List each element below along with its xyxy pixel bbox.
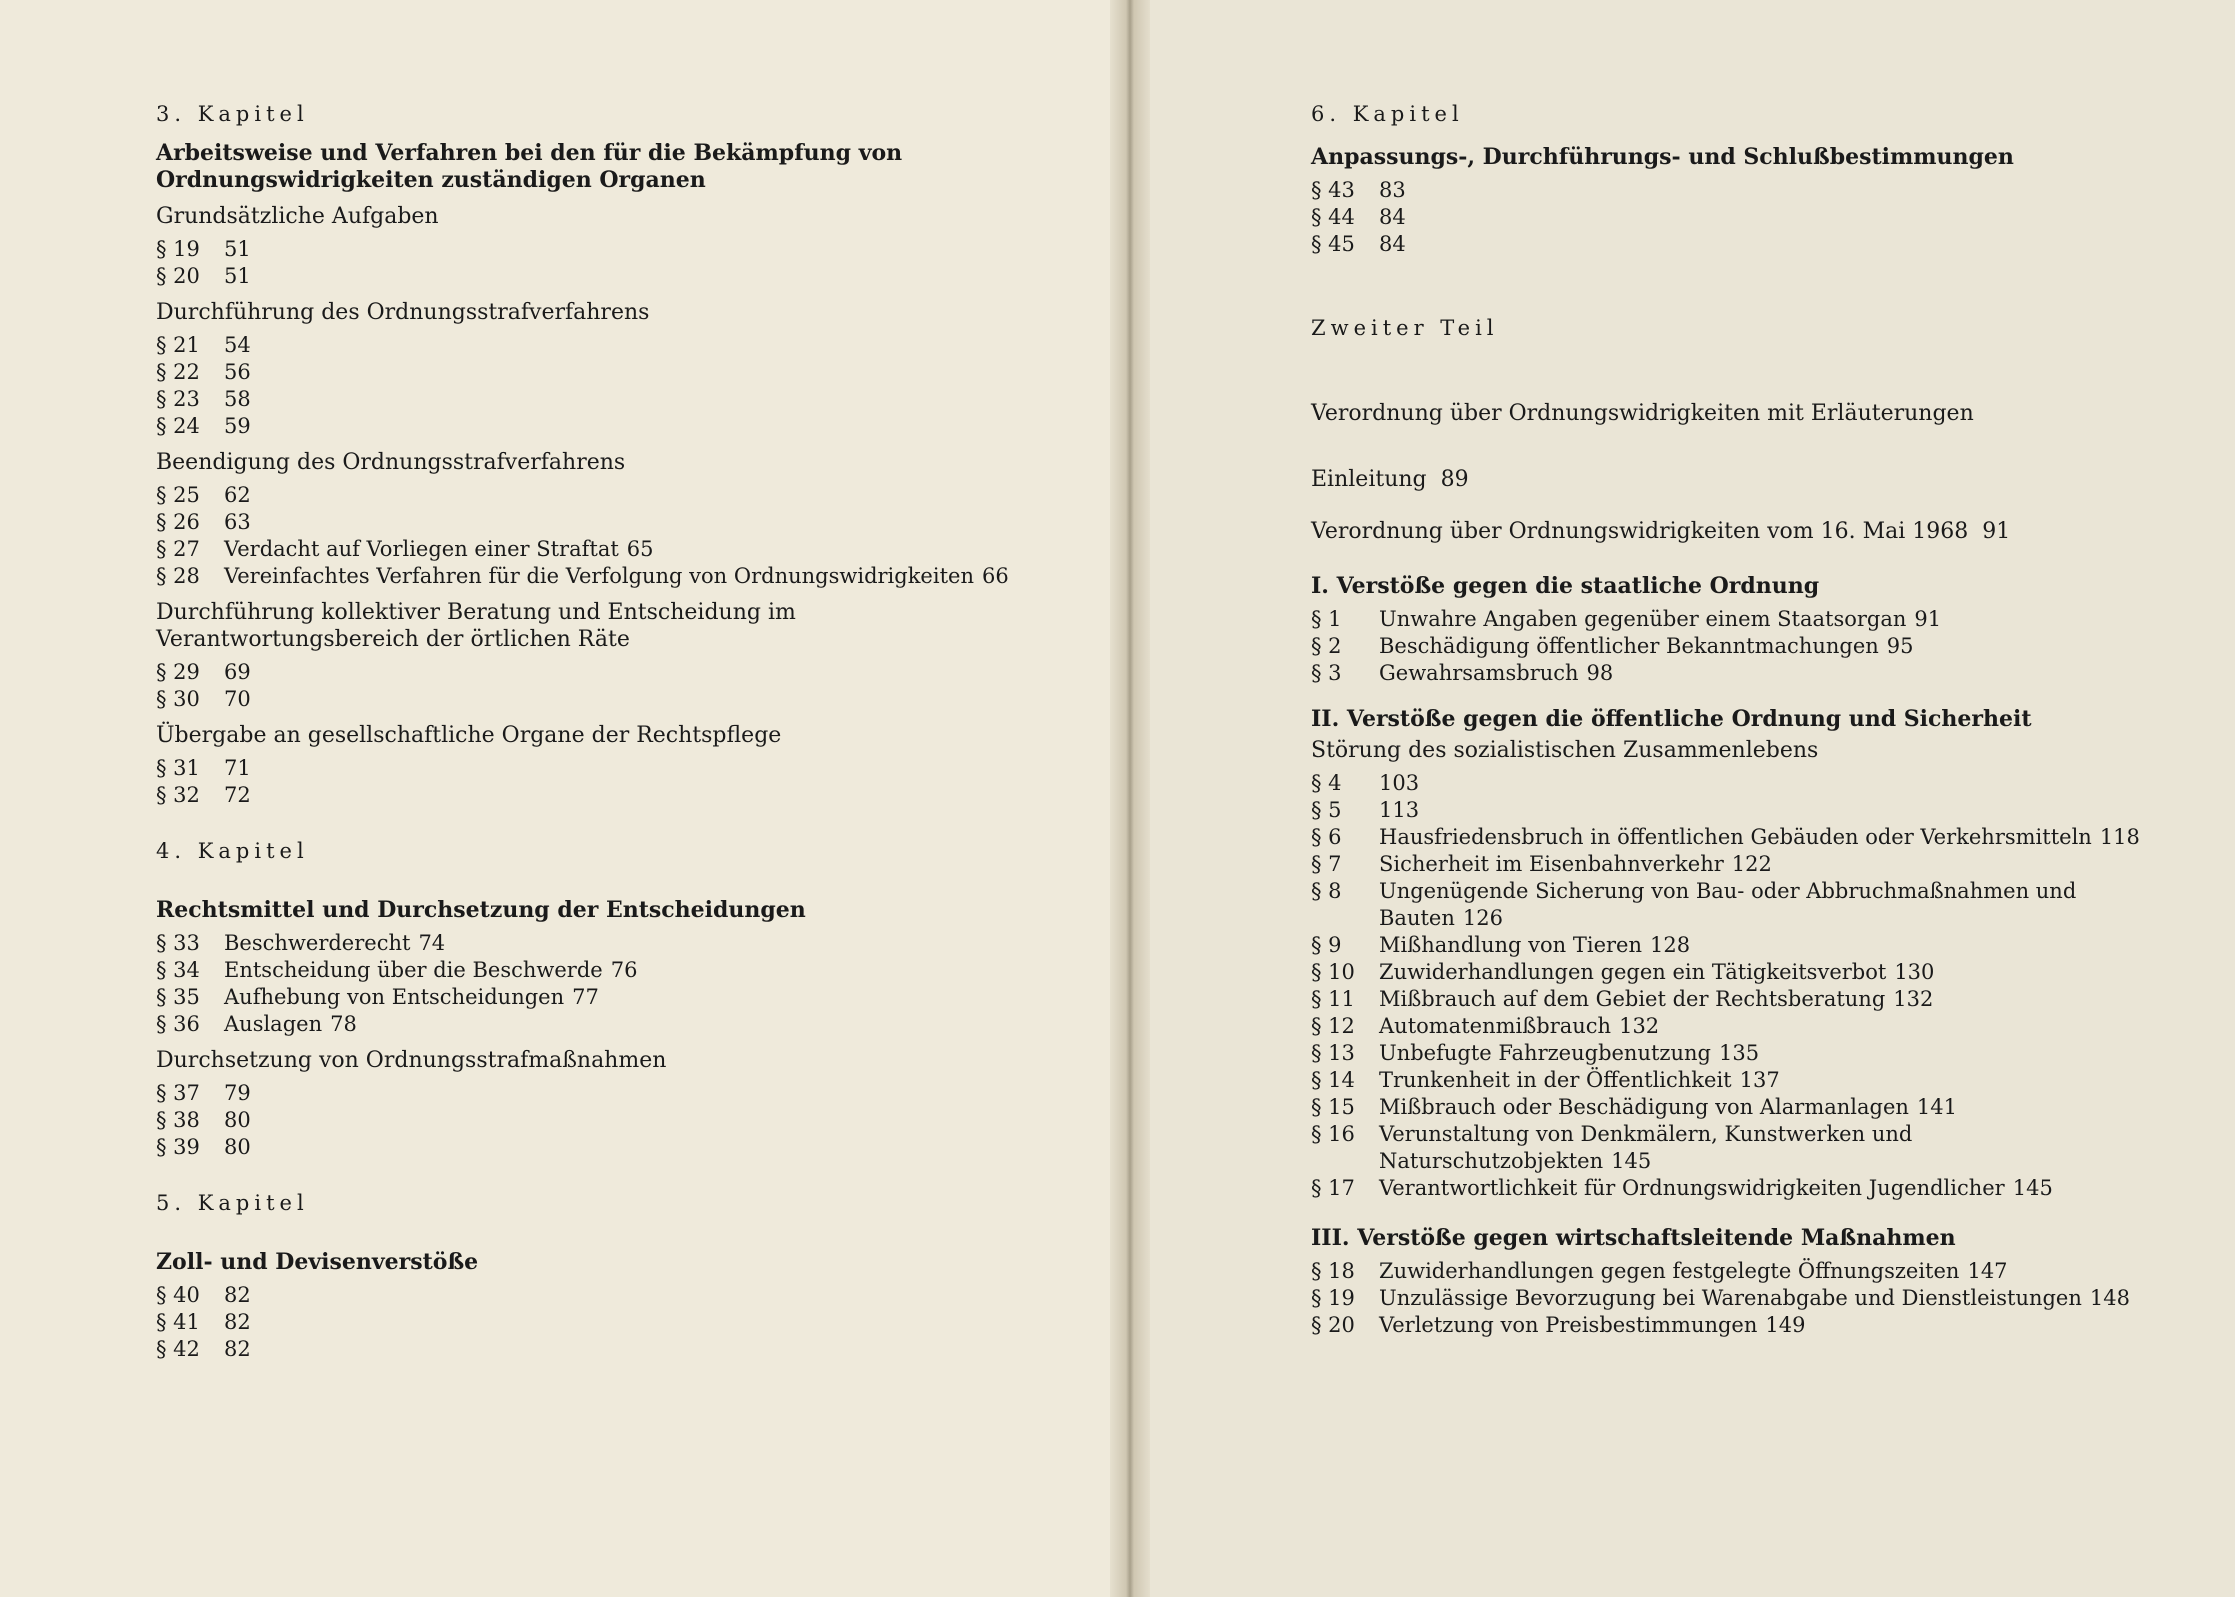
entry-title: Verantwortlichkeit für Ordnungswidrigkeiten Jugendlicher	[1379, 1176, 2005, 1200]
entry-title: Verletzung von Preisbestimmungen	[1379, 1313, 1758, 1337]
toc-entry	[156, 930, 1056, 957]
entry-text	[224, 263, 1056, 290]
entry-text	[1379, 204, 2191, 231]
toc-entry	[156, 1336, 1056, 1363]
page-number: 62	[224, 483, 251, 507]
entry-title: Mißhandlung von Tieren	[1379, 933, 1642, 957]
section-number: § 8	[1311, 879, 1342, 903]
einleitung-text: Einleitung	[1311, 467, 1427, 492]
section-number: § 27	[156, 537, 200, 561]
toc-entry	[156, 1011, 1056, 1038]
entry-text	[1379, 1258, 2191, 1285]
section-number: § 5	[1311, 798, 1342, 822]
book-gutter	[1110, 0, 1150, 1597]
entry-text	[224, 1336, 1056, 1363]
section-3-entries	[1311, 1258, 2191, 1339]
entry-text	[224, 930, 1056, 957]
entry-text	[1379, 633, 2191, 660]
chapter-5-title: Zoll- und Devisenverstöße	[156, 1249, 479, 1275]
section-number: § 37	[156, 1081, 200, 1105]
entry-text	[224, 755, 1056, 782]
entry-text	[1379, 1121, 2191, 1175]
entry-text	[1379, 797, 2191, 824]
entry-text	[224, 332, 1056, 359]
right-toc-column	[1311, 98, 2191, 1339]
toc-entry	[1311, 1013, 2191, 1040]
page-number: 77	[572, 985, 599, 1009]
section-number: § 15	[1311, 1095, 1355, 1119]
page-number: 132	[1619, 1014, 1660, 1038]
page-number: 137	[1739, 1068, 1780, 1092]
toc-entry	[156, 359, 1056, 386]
toc-entry	[1311, 986, 2191, 1013]
toc-entry	[1311, 204, 2191, 231]
section-number: § 13	[1311, 1041, 1355, 1065]
chapter-6-entries	[1311, 177, 2191, 258]
page-number: 135	[1718, 1041, 1760, 1065]
section-number: § 10	[1311, 960, 1355, 984]
section-number: § 40	[156, 1283, 200, 1307]
section-number: § 4	[1311, 771, 1342, 795]
toc-entry	[156, 957, 1056, 984]
section-2-title: II. Verstöße gegen die öffentliche Ordnung und Sicherheit	[1311, 706, 2032, 732]
page-number: 122	[1731, 852, 1772, 876]
entry-text	[1379, 1013, 2191, 1040]
section-number: § 12	[1311, 1014, 1355, 1038]
entry-text	[1379, 932, 2191, 959]
page-number: 82	[224, 1337, 251, 1361]
toc-entry	[156, 536, 1056, 563]
section-number: § 16	[1311, 1122, 1355, 1146]
page-number: 80	[224, 1135, 251, 1159]
einleitung-entry	[1311, 466, 2191, 494]
entry-text	[224, 686, 1056, 713]
toc-entry	[1311, 824, 2191, 851]
group-entries	[156, 755, 1056, 809]
toc-entry	[156, 332, 1056, 359]
page-number: 84	[1379, 205, 1406, 229]
section-number: § 36	[156, 1012, 200, 1036]
group-heading: Durchführung des Ordnungsstrafverfahrens	[156, 300, 650, 325]
entry-text	[1379, 1285, 2191, 1312]
page-number: 103	[1379, 771, 1420, 795]
entry-text	[224, 482, 1056, 509]
toc-entry	[156, 1134, 1056, 1161]
group-entries	[156, 332, 1056, 440]
entry-text	[224, 236, 1056, 263]
page-number: 145	[1611, 1149, 1652, 1173]
section-number: § 45	[1311, 232, 1355, 256]
entry-text	[224, 563, 1056, 590]
entry-text	[1379, 851, 2191, 878]
entry-title: Mißbrauch oder Beschädigung von Alarmanlagen	[1379, 1095, 1909, 1119]
entry-text	[1379, 606, 2191, 633]
entry-title: Aufhebung von Entscheidungen	[224, 985, 565, 1009]
entry-text	[224, 1309, 1056, 1336]
section-number: § 18	[1311, 1259, 1355, 1283]
toc-entry	[156, 1309, 1056, 1336]
verordnung-date-text: Verordnung über Ordnungswidrigkeiten vom 16. Mai 1968	[1311, 519, 1969, 544]
toc-entry	[1311, 959, 2191, 986]
section-number: § 14	[1311, 1068, 1355, 1092]
entry-title: Gewahrsamsbruch	[1379, 661, 1579, 685]
entry-text	[1379, 770, 2191, 797]
page-number: 72	[224, 783, 251, 807]
toc-entry	[1311, 797, 2191, 824]
chapter-5-label: 5. Kapitel	[156, 1191, 309, 1215]
toc-entry	[1311, 770, 2191, 797]
chapter-4-label: 4. Kapitel	[156, 839, 309, 863]
toc-entry	[1311, 231, 2191, 258]
verordnung-heading: Verordnung über Ordnungswidrigkeiten mit Erläuterungen	[1311, 401, 1974, 426]
toc-entry	[156, 1107, 1056, 1134]
entry-title: Verunstaltung von Denkmälern, Kunstwerken und Naturschutzobjekten	[1379, 1122, 1913, 1173]
chapter-3-title: Arbeitsweise und Verfahren bei den für die Bekämpfung von Ordnungswidrigkeiten zuständigen Organen	[156, 140, 903, 193]
page-number: 51	[224, 237, 251, 261]
section-number: § 19	[1311, 1286, 1355, 1310]
entry-text	[1379, 959, 2191, 986]
group-entries	[156, 659, 1056, 713]
page-number: 59	[224, 414, 251, 438]
page-number: 84	[1379, 232, 1406, 256]
entry-title: Unbefugte Fahrzeugbenutzung	[1379, 1041, 1711, 1065]
section-number: § 17	[1311, 1176, 1355, 1200]
entry-text	[224, 1011, 1056, 1038]
section-number: § 24	[156, 414, 200, 438]
page-number: 145	[2012, 1176, 2053, 1200]
entry-title: Zuwiderhandlungen gegen ein Tätigkeitsverbot	[1379, 960, 1887, 984]
section-number: § 41	[156, 1310, 200, 1334]
section-2-subheading: Störung des sozialistischen Zusammenlebens	[1311, 738, 1819, 763]
section-number: § 39	[156, 1135, 200, 1159]
toc-entry	[1311, 177, 2191, 204]
entry-text	[224, 413, 1056, 440]
toc-entry	[156, 386, 1056, 413]
entry-title: Auslagen	[224, 1012, 323, 1036]
toc-entry	[156, 984, 1056, 1011]
toc-entry	[156, 782, 1056, 809]
toc-entry	[156, 1080, 1056, 1107]
section-number: § 25	[156, 483, 200, 507]
toc-entry	[156, 482, 1056, 509]
page-number: 83	[1379, 178, 1406, 202]
page-number: 147	[1967, 1259, 2008, 1283]
entry-text	[224, 659, 1056, 686]
page-number: 71	[224, 756, 251, 780]
entry-title: Hausfriedensbruch in öffentlichen Gebäuden oder Verkehrsmitteln	[1379, 825, 2092, 849]
verordnung-date-entry	[1311, 518, 2191, 546]
entry-title: Ungenügende Sicherung von Bau- oder Abbruchmaßnahmen und Bauten	[1379, 879, 2077, 930]
toc-entry	[1311, 878, 2191, 932]
entry-title: Sicherheit im Eisenbahnverkehr	[1379, 852, 1724, 876]
page-number: 141	[1916, 1095, 1958, 1119]
chapter-4-subheading: Durchsetzung von Ordnungsstrafmaßnahmen	[156, 1048, 667, 1073]
toc-entry	[1311, 1067, 2191, 1094]
section-number: § 3	[1311, 661, 1342, 685]
toc-entry	[1311, 1285, 2191, 1312]
entry-text	[224, 1080, 1056, 1107]
section-number: § 1	[1311, 607, 1342, 631]
section-number: § 9	[1311, 933, 1342, 957]
section-number: § 22	[156, 360, 200, 384]
toc-entry	[156, 686, 1056, 713]
section-3-title: III. Verstöße gegen wirtschaftsleitende Maßnahmen	[1311, 1225, 1956, 1251]
toc-entry	[156, 236, 1056, 263]
page-number: 79	[224, 1081, 251, 1105]
section-number: § 19	[156, 237, 200, 261]
page-number: 66	[981, 564, 1009, 588]
page-number: 95	[1886, 634, 1914, 658]
chapter-6-label: 6. Kapitel	[1311, 102, 1464, 126]
page-number: 113	[1379, 798, 1420, 822]
section-number: § 35	[156, 985, 200, 1009]
page-number: 148	[2089, 1286, 2130, 1310]
section-number: § 43	[1311, 178, 1355, 202]
toc-entry	[156, 509, 1056, 536]
group-heading: Grundsätzliche Aufgaben	[156, 204, 439, 229]
toc-entry	[156, 263, 1056, 290]
toc-entry	[1311, 932, 2191, 959]
page-number: 63	[224, 510, 251, 534]
chapter-4-title: Rechtsmittel und Durchsetzung der Entscheidungen	[156, 897, 806, 923]
page-number: 76	[610, 958, 638, 982]
entry-text	[1379, 177, 2191, 204]
toc-entry	[1311, 633, 2191, 660]
group-heading: Durchführung kollektiver Beratung und Entscheidung im Verantwortungsbereich der örtlichen Räte	[156, 600, 796, 652]
part-two-label: Zweiter Teil	[1311, 316, 1499, 340]
section-number: § 28	[156, 564, 200, 588]
entry-text	[1379, 660, 2191, 687]
toc-entry	[1311, 1258, 2191, 1285]
toc-entry	[1311, 1094, 2191, 1121]
toc-entry	[1311, 1040, 2191, 1067]
group-entries	[156, 236, 1056, 290]
page-number: 132	[1893, 987, 1934, 1011]
page-number: 130	[1894, 960, 1935, 984]
toc-entry	[156, 563, 1056, 590]
section-number: § 21	[156, 333, 200, 357]
entry-text	[1379, 1312, 2191, 1339]
einleitung-page: 89	[1440, 467, 1469, 492]
entry-title: Beschädigung öffentlicher Bekanntmachungen	[1379, 634, 1879, 658]
page-number: 98	[1586, 661, 1614, 685]
entry-text	[1379, 1175, 2191, 1202]
page-number: 56	[224, 360, 251, 384]
toc-entry	[1311, 1175, 2191, 1202]
entry-title: Trunkenheit in der Öffentlichkeit	[1379, 1068, 1732, 1092]
entry-text	[224, 386, 1056, 413]
page-number: 82	[224, 1283, 251, 1307]
page-number: 82	[224, 1310, 251, 1334]
verordnung-date-page: 91	[1982, 519, 2011, 544]
entry-title: Unwahre Angaben gegenüber einem Staatsorgan	[1379, 607, 1907, 631]
toc-entry	[1311, 1312, 2191, 1339]
toc-entry	[1311, 606, 2191, 633]
section-number: § 32	[156, 783, 200, 807]
entry-text	[224, 1282, 1056, 1309]
page-number: 149	[1765, 1313, 1806, 1337]
toc-entry	[156, 755, 1056, 782]
entry-text	[1379, 824, 2191, 851]
group-heading: Beendigung des Ordnungsstrafverfahrens	[156, 450, 626, 475]
chapter-3-groups	[156, 203, 1056, 809]
entry-title: Unzulässige Bevorzugung bei Warenabgabe und Dienstleistungen	[1379, 1286, 2082, 1310]
group-entries	[156, 482, 1056, 590]
page-number: 78	[330, 1012, 357, 1036]
entry-text	[224, 984, 1056, 1011]
section-number: § 33	[156, 931, 200, 955]
page-number: 74	[418, 931, 446, 955]
page-number: 91	[1914, 607, 1942, 631]
page-number: 126	[1462, 906, 1503, 930]
entry-text	[224, 509, 1056, 536]
entry-title: Mißbrauch auf dem Gebiet der Rechtsberatung	[1379, 987, 1886, 1011]
page-number: 65	[626, 537, 654, 561]
entry-text	[1379, 231, 2191, 258]
entry-text	[224, 1134, 1056, 1161]
entry-text	[1379, 878, 2191, 932]
group-heading: Übergabe an gesellschaftliche Organe der Rechtspflege	[156, 723, 782, 748]
page-number: 70	[224, 687, 251, 711]
entry-title: Beschwerderecht	[224, 931, 411, 955]
chapter-4-entries-2	[156, 1080, 1056, 1161]
entry-title: Vereinfachtes Verfahren für die Verfolgung von Ordnungswidrigkeiten	[224, 564, 974, 588]
section-number: § 2	[1311, 634, 1342, 658]
entry-text	[224, 1107, 1056, 1134]
entry-text	[224, 957, 1056, 984]
page-number: 58	[224, 387, 251, 411]
entry-title: Zuwiderhandlungen gegen festgelegte Öffnungszeiten	[1379, 1259, 1960, 1283]
page-number: 54	[224, 333, 251, 357]
entry-title: Automatenmißbrauch	[1379, 1014, 1612, 1038]
page-number: 118	[2099, 825, 2140, 849]
entry-text	[224, 782, 1056, 809]
section-2-entries	[1311, 770, 2191, 1202]
toc-entry	[1311, 1121, 2191, 1175]
section-number: § 26	[156, 510, 200, 534]
section-number: § 30	[156, 687, 200, 711]
page-number: 80	[224, 1108, 251, 1132]
section-number: § 23	[156, 387, 200, 411]
toc-entry	[156, 659, 1056, 686]
entry-title: Verdacht auf Vorliegen einer Straftat	[224, 537, 619, 561]
section-number: § 31	[156, 756, 200, 780]
entry-text	[1379, 1067, 2191, 1094]
section-number: § 11	[1311, 987, 1355, 1011]
toc-entry	[156, 1282, 1056, 1309]
entry-text	[224, 536, 1056, 563]
section-1-title: I. Verstöße gegen die staatliche Ordnung	[1311, 573, 1820, 599]
left-toc-column	[156, 98, 1056, 1363]
page-number: 69	[224, 660, 251, 684]
entry-text	[1379, 1040, 2191, 1067]
section-number: § 6	[1311, 825, 1342, 849]
entry-text	[1379, 1094, 2191, 1121]
section-number: § 29	[156, 660, 200, 684]
section-number: § 42	[156, 1337, 200, 1361]
toc-entry	[1311, 851, 2191, 878]
toc-entry	[156, 413, 1056, 440]
toc-entry	[1311, 660, 2191, 687]
section-number: § 20	[1311, 1313, 1355, 1337]
entry-text	[224, 359, 1056, 386]
entry-title: Entscheidung über die Beschwerde	[224, 958, 603, 982]
section-number: § 20	[156, 264, 200, 288]
section-number: § 38	[156, 1108, 200, 1132]
page-number: 128	[1650, 933, 1691, 957]
chapter-6-title: Anpassungs-, Durchführungs- und Schlußbestimmungen	[1311, 144, 2014, 170]
page-number: 51	[224, 264, 251, 288]
section-number: § 34	[156, 958, 200, 982]
entry-text	[1379, 986, 2191, 1013]
chapter-5-entries	[156, 1282, 1056, 1363]
section-1-entries	[1311, 606, 2191, 687]
section-number: § 7	[1311, 852, 1342, 876]
section-number: § 44	[1311, 205, 1355, 229]
chapter-4-entries	[156, 930, 1056, 1038]
chapter-3-label: 3. Kapitel	[156, 102, 309, 126]
